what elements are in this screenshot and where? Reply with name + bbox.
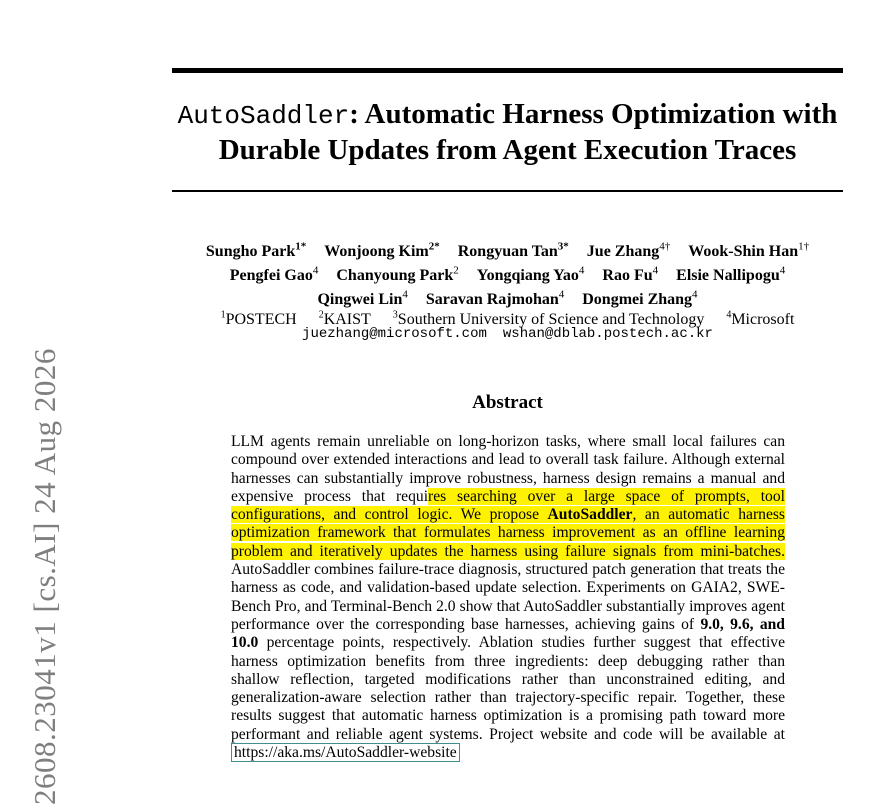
affiliation: $^2$KAIST <box>318 310 371 329</box>
email-address[interactable]: juezhang@microsoft.com <box>302 326 487 342</box>
author: Qingwei Lin$^4$ <box>317 288 408 308</box>
abstract-heading: Abstract <box>472 392 543 413</box>
author: Rongyuan Tan$^{3*}$ <box>457 241 569 261</box>
project-website-link[interactable]: https://aka.ms/AutoSaddler-website <box>231 743 460 762</box>
abstract-text: LLM agents remain unreliable on long-horizon tasks, where small local failures can compound over extended interactions and lead to overall task failure. Although external harnesses can substantially improve robustness, harness design remains a manual and expensive process that requi <box>231 433 785 505</box>
affiliation: $^3$Southern University of Science and Technology <box>392 310 705 329</box>
author: Chanyoung Park$^2$ <box>336 264 459 285</box>
author: Saravan Rajmohan$^4$ <box>425 288 565 308</box>
author-list <box>172 238 843 309</box>
author: Elsie Nallipogu$^4$ <box>676 264 786 285</box>
author: Yongqiang Yao$^4$ <box>476 264 585 285</box>
contact-emails <box>172 326 843 343</box>
author: Sungho Park$^{1*}$ <box>205 241 307 261</box>
author: Wook-Shin Han$^{1\dagger}$ <box>688 241 810 261</box>
abstract-body <box>231 433 785 762</box>
abstract-text: AutoSaddler combines failure-trace diagnosis, structured patch generation that treats the harness as code, and validation-based update selection. Experiments on GAIA2, SWE-Bench Pro, and Terminal-Bench 2.0 show that AutoSaddler substantially improves agent performance over the corresponding base harnesses, achieving gains of <box>231 561 785 633</box>
title-bottom-rule <box>172 190 843 192</box>
title-top-rule <box>172 68 843 73</box>
arxiv-identifier-stamp: 2608.23041v1 [cs.AI] 24 Aug 2026 <box>27 348 62 805</box>
author: Jue Zhang$^{4\dagger}$ <box>586 241 671 261</box>
author: Dongmei Zhang$^4$ <box>582 288 698 308</box>
gains-bold: 9.0, 9.6, and 10.0 <box>231 615 785 652</box>
author: Pengfei Gao$^4$ <box>229 264 319 285</box>
paper-title <box>172 97 843 167</box>
abstract-text: percentage points, respectively. Ablation studies further suggest that effective harness optimization benefits from three ingredients: deep debugging rather than shallow reflection, targeted modifications rather than unconstrained editing, and generalization-aware selection rather than trajectory-specific repair. Together, these results suggest that automatic harness optimization is a promising path toward more performant and reliable agent systems. Project website and code will be available at <box>231 634 785 743</box>
title-system-name: AutoSaddler <box>177 101 350 131</box>
affiliation: $^4$Microsoft <box>726 310 795 329</box>
highlighted-text: res searching over a large space of prompts, tool configurations, and control logic. We propose AutoSaddler, an automatic harness optimization framework that formulates harness improvement as an offline learning problem and iteratively updates the harness using failure signals from mini-batches. <box>231 487 785 560</box>
email-address[interactable]: wshan@dblab.postech.ac.kr <box>502 326 713 342</box>
title-line1: : Automatic Harness Optimization with <box>349 98 838 130</box>
title-line2: Durable Updates from Agent Execution Traces <box>218 134 797 166</box>
author: Wonjoong Kim$^{2*}$ <box>324 241 440 261</box>
author: Rao Fu$^4$ <box>602 264 659 285</box>
affiliation: $^1$POSTECH <box>220 310 297 329</box>
